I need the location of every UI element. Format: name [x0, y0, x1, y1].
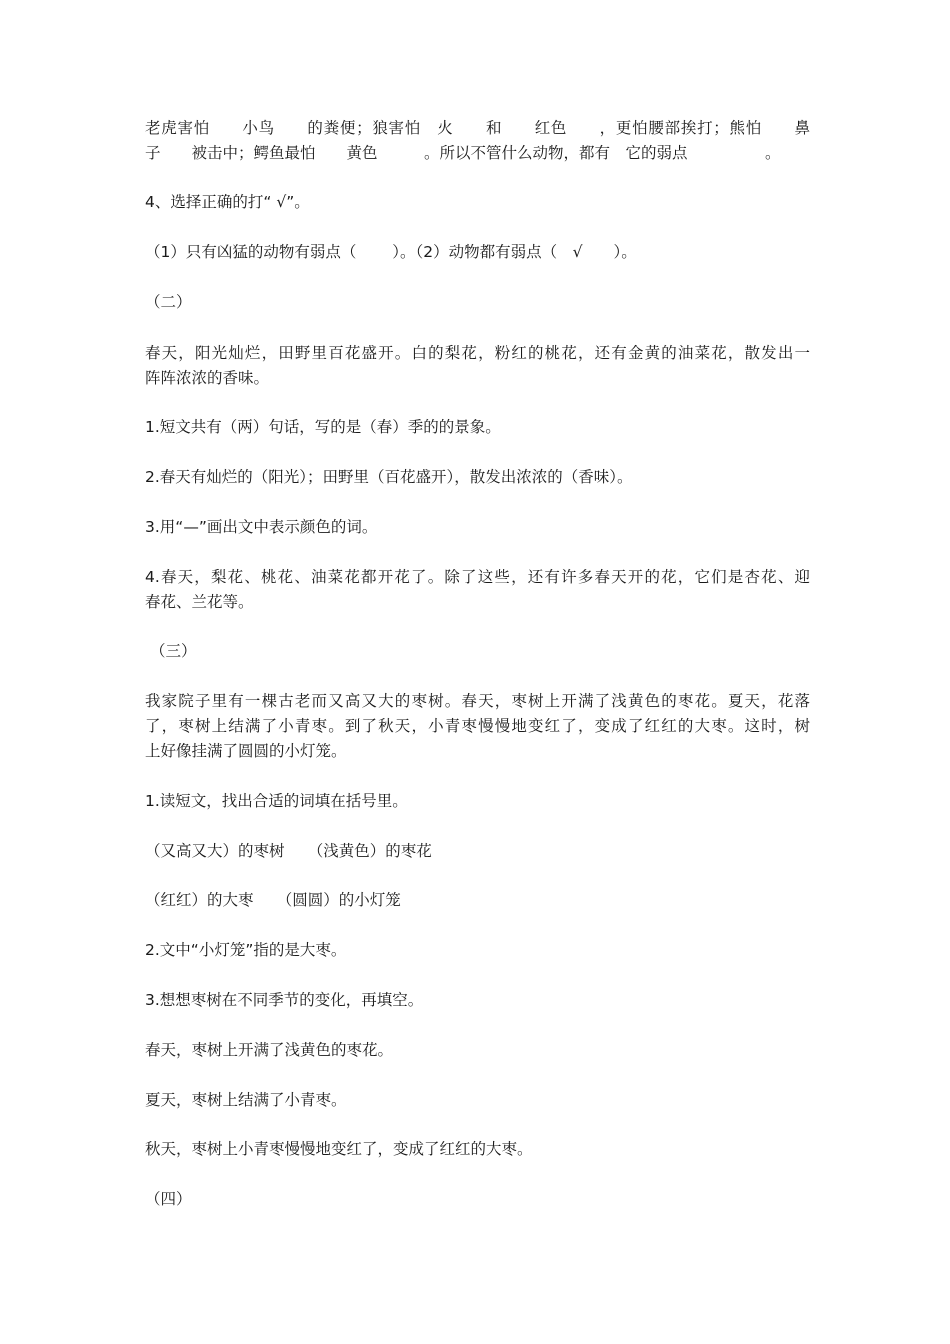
- section-3-passage-line-1: 我家院子里有一棵古老而又高又大的枣树。春天，枣树上开满了浅黄色的枣花。夏天，花落: [145, 692, 810, 710]
- section-3-question-3: 3.想想枣树在不同季节的变化，再填空。: [145, 991, 424, 1009]
- section-2-question-2: 2.春天有灿烂的（阳光）；田野里（百花盛开），散发出浓浓的（香味）。: [145, 468, 633, 486]
- section-3-autumn-answer: 秋天，枣树上小青枣慢慢地变红了，变成了红红的大枣。: [145, 1140, 533, 1158]
- section-2-heading: （二）: [145, 293, 192, 311]
- intro-line-2: 子 被击中；鳄鱼最怕 黄色 。所以不管什么动物，都有 它的弱点 。: [145, 144, 781, 162]
- section-3-passage-line-3: 上好像挂满了圆圆的小灯笼。: [145, 742, 347, 760]
- section-3-fill-row-2: （红红）的大枣 （圆圆）的小灯笼: [145, 891, 401, 909]
- question-4-title: 4、选择正确的打“ √”。: [145, 193, 310, 211]
- section-3-question-1: 1.读短文，找出合适的词填在括号里。: [145, 792, 408, 810]
- section-4-heading: （四）: [145, 1190, 192, 1208]
- question-4-options: （1）只有凶猛的动物有弱点（ ）。（2）动物都有弱点（ √ ）。: [145, 243, 637, 261]
- section-2-question-3: 3.用“—”画出文中表示颜色的词。: [145, 518, 378, 536]
- section-3-passage-line-2: 了，枣树上结满了小青枣。到了秋天，小青枣慢慢地变红了，变成了红红的大枣。这时，树: [145, 717, 810, 735]
- section-3-summer-answer: 夏天，枣树上结满了小青枣。: [145, 1091, 347, 1109]
- section-3-spring-answer: 春天，枣树上开满了浅黄色的枣花。: [145, 1041, 394, 1059]
- section-3-heading: （三）: [150, 642, 197, 660]
- section-2-passage-line-2: 阵阵浓浓的香味。: [145, 369, 270, 387]
- section-2-passage-line-1: 春天，阳光灿烂，田野里百花盛开。白的梨花，粉红的桃花，还有金黄的油菜花，散发出一: [145, 344, 810, 362]
- intro-line-1: 老虎害怕 小鸟 的粪便；狼害怕 火 和 红色 ，更怕腰部挨打；熊怕 鼻: [145, 119, 810, 137]
- section-3-question-2: 2.文中“小灯笼”指的是大枣。: [145, 941, 347, 959]
- section-2-question-4-line-1: 4.春天，梨花、桃花、油菜花都开花了。除了这些，还有许多春天开的花，它们是杏花、迎: [145, 568, 810, 586]
- section-3-fill-row-1: （又高又大）的枣树 （浅黄色）的枣花: [145, 842, 432, 860]
- section-2-question-1: 1.短文共有（两）句话，写的是（春）季的的景象。: [145, 418, 501, 436]
- section-2-question-4-line-2: 春花、兰花等。: [145, 593, 254, 611]
